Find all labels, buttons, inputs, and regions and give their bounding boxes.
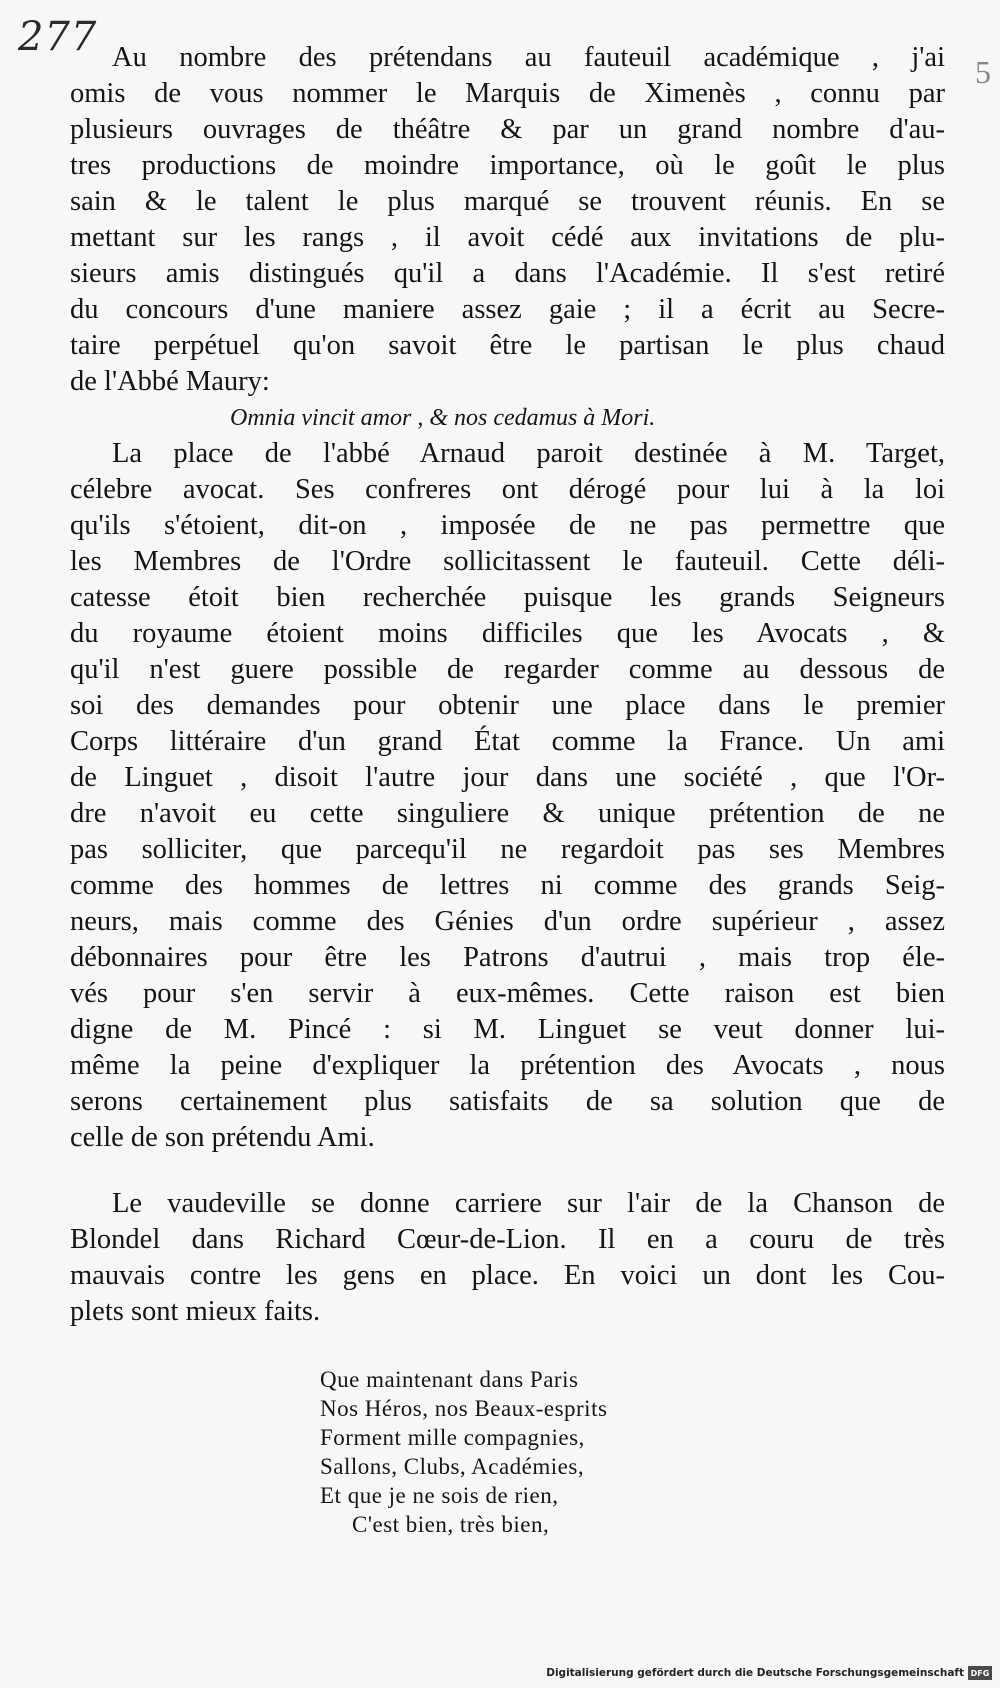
footer-credit: Digitalisierung gefördert durch die Deutsche Forschungsgemeinschaft [546, 1667, 964, 1679]
text-line: sieurs amis distingués qu'il a dans l'Académie. Il s'est retiré [70, 258, 945, 289]
text-line: plets sont mieux faits. [70, 1296, 321, 1327]
text-line: de l'Abbé Maury: [70, 366, 270, 397]
paragraph-3 [70, 1186, 945, 1330]
text-line: du royaume étoient moins difficiles que les Avocats , & [70, 618, 945, 649]
text-line: célebre avocat. Ses confreres ont dérogé pour lui à la loi [70, 474, 945, 505]
text-line: neurs, mais comme des Génies d'un ordre supérieur , assez [70, 906, 945, 937]
text-line: Le vaudeville se donne carriere sur l'air de la Chanson de [112, 1188, 945, 1219]
text-line: sain & le talent le plus marqué se trouvent réunis. En se [70, 186, 945, 217]
paragraph-2 [70, 436, 945, 1156]
text-line: comme des hommes de lettres ni comme des grands Seig- [70, 870, 945, 901]
dfg-logo-icon: DFG [968, 1666, 992, 1680]
verse-line: Forment mille compagnies, [320, 1425, 585, 1450]
text-line: de Linguet , disoit l'autre jour dans une société , que l'Or- [70, 762, 945, 793]
text-line: serons certainement plus satisfaits de sa solution que de [70, 1086, 945, 1117]
verse-line: Et que je ne sois de rien, [320, 1483, 559, 1508]
verse-line: Sallons, Clubs, Académies, [320, 1454, 585, 1479]
text-line: mettant sur les rangs , il avoit cédé aux invitations de plu- [70, 222, 945, 253]
text-line: digne de M. Pincé : si M. Linguet se veut donner lui- [70, 1014, 945, 1045]
text-line: dre n'avoit eu cette singuliere & unique prétention de ne [70, 798, 945, 829]
text-line: omis de vous nommer le Marquis de Ximenès , connu par [70, 78, 945, 109]
text-line: Corps littéraire d'un grand État comme la France. Un ami [70, 726, 945, 757]
text-line: pas solliciter, que parcequ'il ne regardoit pas ses Membres [70, 834, 945, 865]
text-line: même la peine d'expliquer la prétention des Avocats , nous [70, 1050, 945, 1081]
digitization-footer [546, 1662, 992, 1684]
text-line: du concours d'une maniere assez gaie ; il a écrit au Secre- [70, 294, 945, 325]
text-line: tres productions de moindre importance, où le goût le plus [70, 150, 945, 181]
text-line: plusieurs ouvrages de théâtre & par un grand nombre d'au- [70, 114, 945, 145]
text-line: qu'il n'est guere possible de regarder comme au dessous de [70, 654, 945, 685]
paragraph-1 [70, 40, 945, 400]
text-line: catesse étoit bien recherchée puisque les grands Seigneurs [70, 582, 945, 613]
text-line: qu'ils s'étoient, dit-on , imposée de ne pas permettre que [70, 510, 945, 541]
verse-line: Nos Héros, nos Beaux-esprits [320, 1396, 608, 1421]
text-line: soi des demandes pour obtenir une place dans le premier [70, 690, 945, 721]
text-line: Au nombre des prétendans au fauteuil académique , j'ai [112, 42, 945, 73]
text-line: mauvais contre les gens en place. En voici un dont les Cou- [70, 1260, 945, 1291]
text-line: débonnaires pour être les Patrons d'autrui , mais trop éle- [70, 942, 945, 973]
verse-line: Que maintenant dans Paris [320, 1367, 579, 1392]
latin-quote: Omnia vincit amor , & nos cedamus à Mori. [230, 405, 656, 431]
verse-block [320, 1365, 820, 1539]
paragraph-gap [70, 1156, 945, 1186]
verse-line: C'est bien, très bien, [352, 1512, 550, 1537]
text-line: vés pour s'en servir à eux-mêmes. Cette raison est bien [70, 978, 945, 1009]
body-text [70, 40, 945, 1330]
margin-mark: 5 [975, 54, 991, 90]
text-line: celle de son prétendu Ami. [70, 1122, 375, 1153]
text-line: Blondel dans Richard Cœur-de-Lion. Il en a couru de très [70, 1224, 945, 1255]
page-number-handwritten: 277 [18, 14, 98, 60]
text-line: taire perpétuel qu'on savoit être le partisan le plus chaud [70, 330, 945, 361]
text-line: La place de l'abbé Arnaud paroit destinée à M. Target, [112, 438, 945, 469]
text-line: les Membres de l'Ordre sollicitassent le fauteuil. Cette déli- [70, 546, 945, 577]
